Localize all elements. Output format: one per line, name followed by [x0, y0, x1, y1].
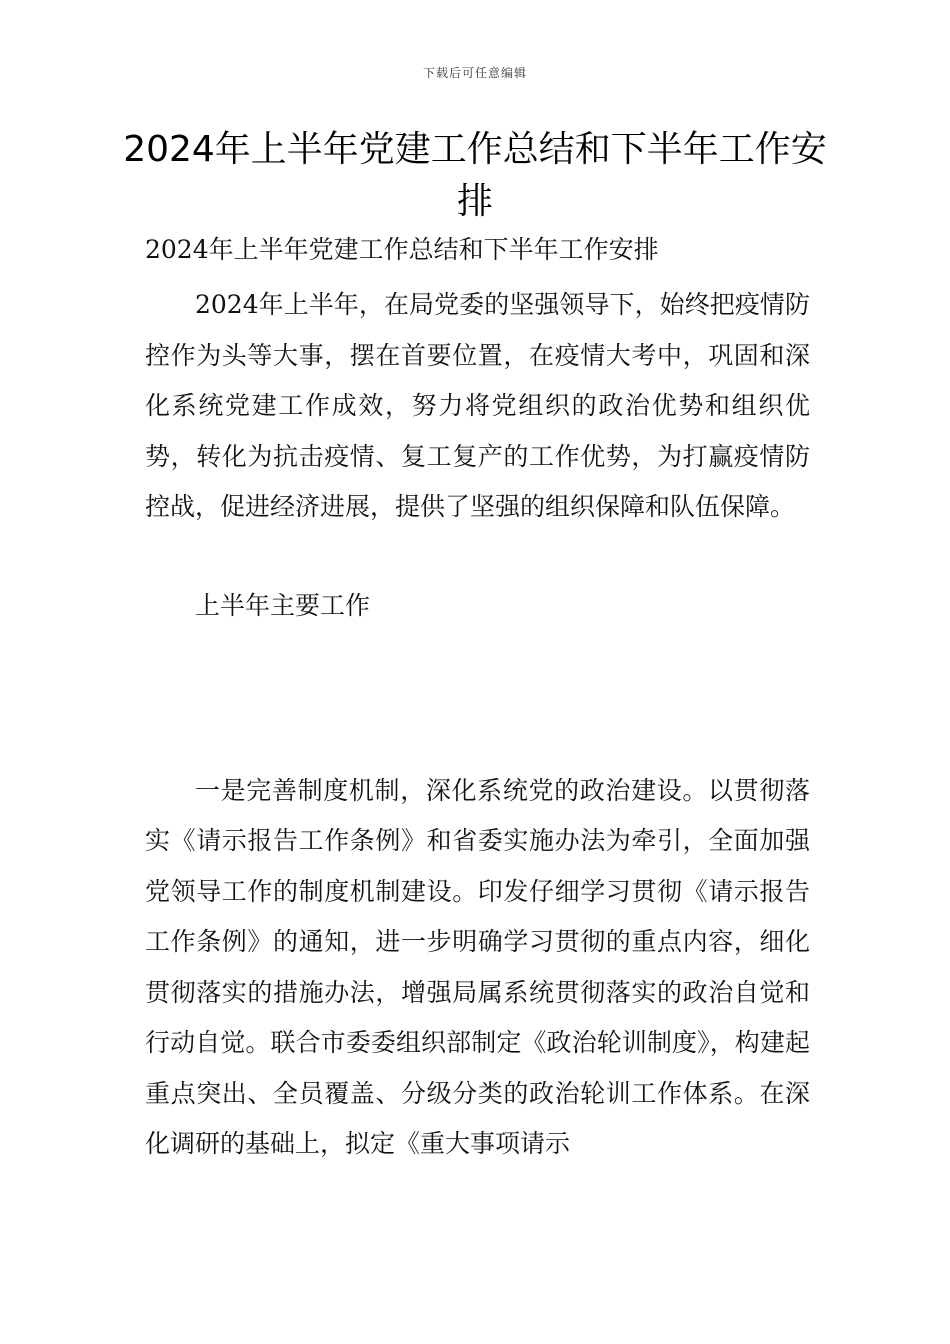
document-subtitle: 2024年上半年党建工作总结和下半年工作安排 — [145, 235, 659, 264]
document-title: 2024年上半年党建工作总结和下半年工作安排 — [123, 129, 827, 222]
document-body — [145, 228, 810, 1170]
body-paragraph: 一是完善制度机制，深化系统党的政治建设。以贯彻落实《请示报告工作条例》和省委实施办法为牵引，全面加强党领导工作的制度机制建设。印发仔细学习贯彻《请示报告工作条例》的通知，进一步明确学习贯彻的重点内容，细化贯彻落实的措施办法，增强局属系统贯彻落实的政治自觉和行动自觉。联合市委委组织部制定《政治轮训制度》，构建起重点突出、全员覆盖、分级分类的政治轮训工作体系。在深化调研的基础上，拟定《重大事项请示 — [145, 775, 810, 1158]
header-note: 下载后可任意编辑 — [422, 66, 527, 80]
section-heading: 上半年主要工作 — [195, 590, 371, 620]
intro-paragraph: 2024年上半年，在局党委的坚强领导下，始终把疫情防控作为头等大事，摆在首要位置，在疫情大考中，巩固和深化系统党建工作成效，努力将党组织的政治优势和组织优势，转化为抗击疫情、复工复产的工作优势，为打赢疫情防控战，促进经济进展，提供了坚强的组织保障和队伍保障。 — [145, 290, 810, 521]
